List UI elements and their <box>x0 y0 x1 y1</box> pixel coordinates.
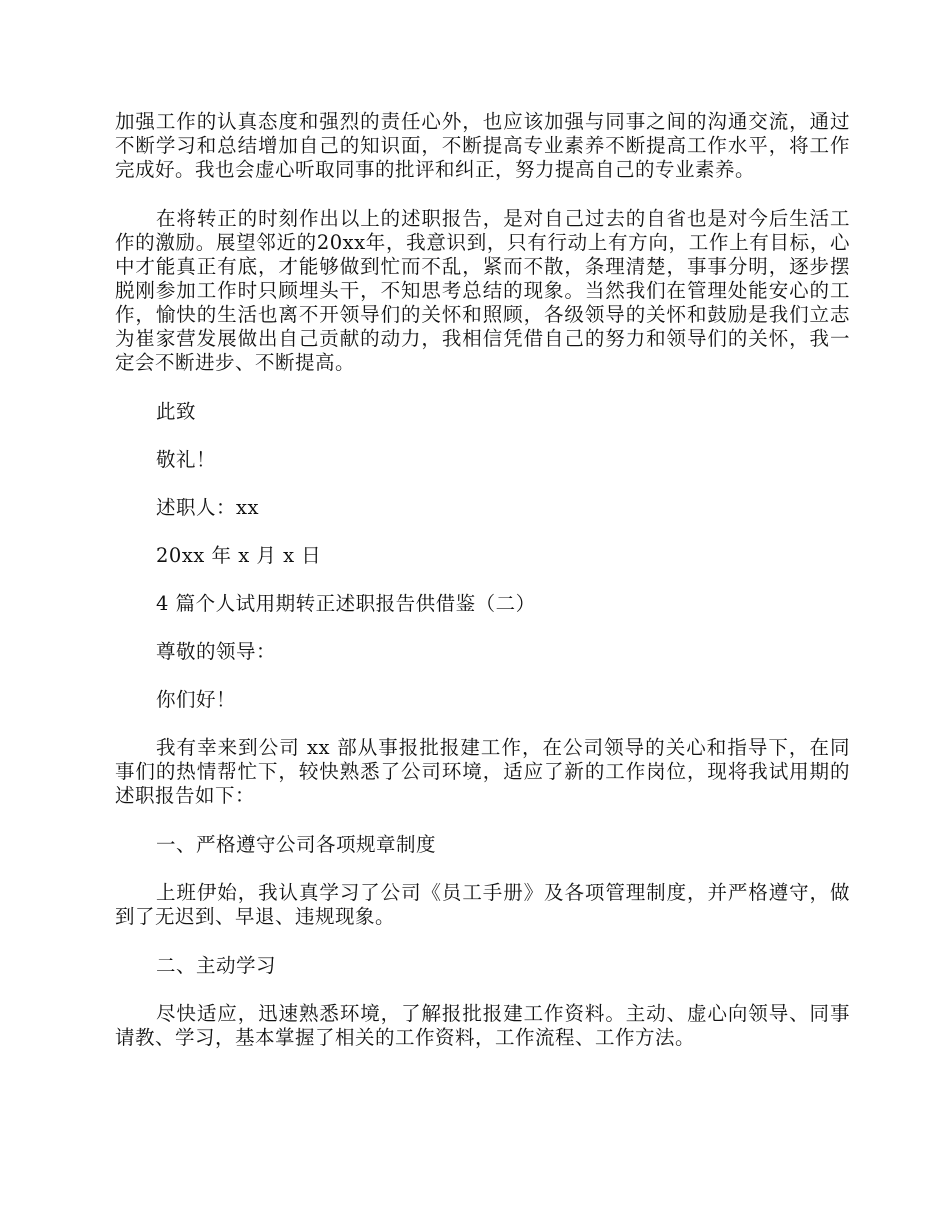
subheading-rules: 一、严格遵守公司各项规章制度 <box>156 833 437 856</box>
closing-regards: 此致 <box>156 400 197 423</box>
paragraph-rules: 上班伊始，我认真学习了公司《员工手册》及各项管理制度，并严格遵守，做到了无迟到、早退、违规现象。 <box>115 881 850 928</box>
paragraph-outlook: 在将转正的时刻作出以上的述职报告，是对自己过去的自省也是对今后生活工作的激励。展望邻近的20xx年，我意识到，只有行动上有方向，工作上有目标，心中才能真正有底，才能够做到忙而不乱，紧而不散，条理清楚，事事分明，逐步摆脱刚参加工作时只顾埋头干，不知思考总结的现象。当然我们在管理处能安心的工作，愉快的生活也离不开领导们的关怀和照顾，各级领导的关怀和鼓励是我们立志为崔家营发展做出自己贡献的动力，我相信凭借自己的努力和领导们的关怀，我一定会不断进步、不断提高。 <box>115 207 850 374</box>
document-body <box>115 110 850 1075</box>
subheading-learning: 二、主动学习 <box>156 954 277 977</box>
salutation-line: 尊敬的领导： <box>156 640 277 663</box>
paragraph-learning: 尽快适应，迅速熟悉环境，了解报批报建工作资料。主动、虚心向领导、同事请教、学习，基本掌握了相关的工作资料，工作流程、工作方法。 <box>115 1002 850 1049</box>
paragraph-continuation: 加强工作的认真态度和强烈的责任心外，也应该加强与同事之间的沟通交流，通过不断学习和总结增加自己的知识面，不断提高专业素养不断提高工作水平，将工作完成好。我也会虚心听取同事的批评和纠正，努力提高自己的专业素养。 <box>115 110 850 181</box>
greeting-line: 你们好！ <box>156 688 237 711</box>
closing-salute: 敬礼！ <box>156 448 217 471</box>
date-line: 20xx 年 x 月 x 日 <box>156 544 322 567</box>
section-title: 4 篇个人试用期转正述职报告供借鉴（二） <box>156 592 536 615</box>
signer-line: 述职人：xx <box>156 496 259 519</box>
paragraph-intro: 我有幸来到公司 xx 部从事报批报建工作，在公司领导的关心和指导下，在同事们的热情帮忙下，较快熟悉了公司环境，适应了新的工作岗位，现将我试用期的述职报告如下： <box>115 736 850 807</box>
